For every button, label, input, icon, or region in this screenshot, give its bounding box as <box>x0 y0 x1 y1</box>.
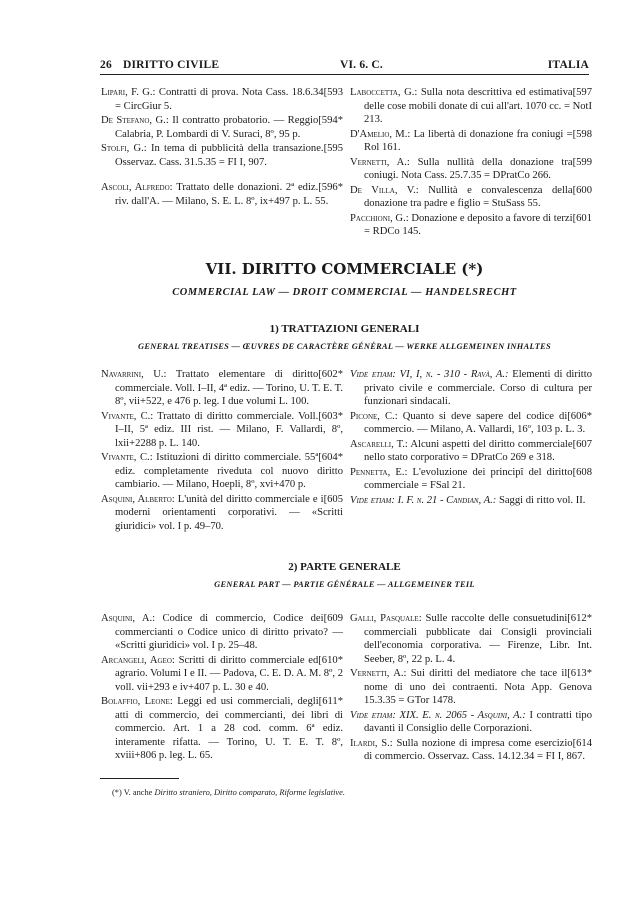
bib-entry: [594* De Stefano, G.: Il contratto probatorio. — Reggio Calabria, P. Lombardi di V. Suraci, 8º, 95 p. <box>101 115 343 140</box>
running-header <box>100 58 589 74</box>
bib-entry: Vide etiam: VI, I, n. - 310 - Ravà, A.: Elementi di diritto privato civile e commerciale. Corso di cultura per funzionari sindacali. <box>350 369 592 408</box>
bib-entry: [604* Vivante, C.: Istituzioni di diritto commerciale. 55ª ediz. completamente riveduta col nuovo diritto cambiario. — Milano, Hoepli, 8º, xvi+470 p. <box>101 452 343 491</box>
bib-entry: [601 Pacchioni, G.: Donazione e deposito a favore di terzi = RDCo 145. <box>350 212 592 238</box>
bib-entry: [606* Picone, C.: Quanto si deve sapere del codice di commercio. — Milano, A. Vallardi, 16º, 103 p. L. 3. <box>350 410 592 436</box>
section-subtitle: COMMERCIAL LAW — DROIT COMMERCIAL — HANDELSRECHT <box>172 287 517 298</box>
subsection-1-subtitle: GENERAL TREATISES — ŒUVRES DE CARACTÈRE GÉNÉRAL — WERKE ALLGEMEINEN INHALTES <box>138 342 551 351</box>
header-rule <box>100 74 589 75</box>
bib-entry: Vide etiam: I. F. n. 21 - Candian, A.: Saggi di ritto vol. II. <box>350 494 586 506</box>
bib-entry: [611* Bolaffio, Leone: Leggi ed usi commerciali, degli atti di commercio, dei commercianti, dei libri di commercio. Art. 1 a 28 cod. comm. 6ª ediz. interamente rifatta. — Torino, U. T. E. T. 8º, xviii+806 p. leg. L. 65. <box>101 696 343 762</box>
section-code: VI. 6. C. <box>340 59 384 71</box>
subsection-2-subtitle: GENERAL PART — PARTIE GÉNÉRALE — ALLGEMEINER TEIL <box>214 580 475 589</box>
bib-entry: [602* Navarrini, U.: Trattato elementare di diritto commerciale. Voll. I–II, 4ª ediz. — Torino, U. T. E. T. 8º, vii+522, e 476 p. leg. I due volumi L. 100. <box>101 369 343 408</box>
page-number: 26 <box>100 59 112 71</box>
top-right-column <box>350 86 592 240</box>
bib-entry: [595 Stolfi, G.: In tema di pubblicità della transazione. Osservaz. Cass. 31.5.35 = FI I, 907. <box>101 143 343 168</box>
bib-entry: [596* Ascoli, Alfredo: Trattato delle donazioni. 2ª ediz. riv. dall'A. — Milano, S. E. L. 8º, ix+497 p. L. 55. <box>101 182 343 207</box>
bib-entry: [599 Vernetti, A.: Sulla nullità della donazione tra coniugi. Nota Cass. 25.7.35 = DPratCo 266. <box>350 156 592 182</box>
bib-entry: [603* Vivante, C.: Trattato di diritto commerciale. Voll. I–II, 5ª ediz. III rist. — Milano, F. Vallardi, 8º, lxii+2288 p. L. 140. <box>101 410 343 449</box>
bib-entry: [605 Asquini, Alberto: L'unità del diritto commerciale e i moderni orientamenti corporativi. — «Scritti giuridici» vol. I p. 49–70. <box>101 493 343 533</box>
running-title: DIRITTO CIVILE <box>123 59 220 71</box>
bib-entry: [607 Ascarelli, T.: Alcuni aspetti del diritto commerciale nello stato corporativo = DPratCo 269 e 318. <box>350 438 592 464</box>
bib-entry: [614 Ilardi, S.: Sulla nozione di impresa come esercizio di commercio. Osservaz. Cass. 14.12.34 = FI I, 867. <box>350 737 592 763</box>
bib-entry: [610* Arcangeli, Ageo: Scritti di diritto commerciale ed agrario. Volumi I e II. — Padova, C. E. D. A. M. 8º, 2 voll. vii+293 e iv+407 p. L. 30 e 40. <box>101 654 343 693</box>
bib-entry: [600 De Villa, V.: Nullità e convalescenza della donazione tra padre e figlio = StuSass 55. <box>350 184 592 210</box>
bib-entry: [609 Asquini, A.: Codice di commercio, Codice dei commercianti o Codice unico di diritto privato? — «Scritti giuridici» vol. I p. 25–48. <box>101 613 343 652</box>
sub1-right-column <box>350 368 592 508</box>
sub2-right-column <box>350 612 592 765</box>
country-label: ITALIA <box>547 59 589 71</box>
bib-entry: [612* Galli, Pasquale: Sulle raccolte delle consuetudini commerciali pubblicate dai Consigli provinciali dell'economia corporativa. — Firenze, Libr. Int. Seeber, 8º, 22 p. L. 4. <box>350 613 592 665</box>
bib-entry: Vide etiam: XIX. E. n. 2065 - Asquini, A.: I contratti tipo davanti il Consiglio delle Corporazioni. <box>350 709 592 735</box>
sub1-left-column <box>101 368 343 535</box>
subsection-2-title: 2) PARTE GENERALE <box>288 561 401 573</box>
bib-entry: [597 Laboccetta, G.: Sulla nota descrittiva ed estimativa delle cose mobili donate di cui all'art. 1070 cc. = NotI 213. <box>350 87 592 126</box>
bib-entry: [608 Pennetta, E.: L'evoluzione dei principî del diritto commerciale = FSal 21. <box>350 466 592 492</box>
sub2-left-column <box>101 612 343 764</box>
footnote: (*) V. anche Diritto straniero, Diritto comparato, Riforme legislative. <box>112 788 345 797</box>
subsection-1-title: 1) TRATTAZIONI GENERALI <box>269 323 420 335</box>
top-left-column <box>101 86 343 209</box>
bib-entry: [613* Vernetti, A.: Sui diritti del mediatore che tace il nome di uno dei contraenti. Nota App. Genova 15.3.35 = GTor 1478. <box>350 668 592 707</box>
bib-entry: [598 D'Amelio, M.: La libertà di donazione fra coniugi = Rol 161. <box>350 128 592 154</box>
bib-entry: [593 Lipari, F. G.: Contratti di prova. Nota Cass. 18.6.34 = CircGiur 5. <box>101 87 343 112</box>
section-title: VII. DIRITTO COMMERCIALE (*) <box>205 260 484 278</box>
footnote-rule <box>100 778 179 779</box>
